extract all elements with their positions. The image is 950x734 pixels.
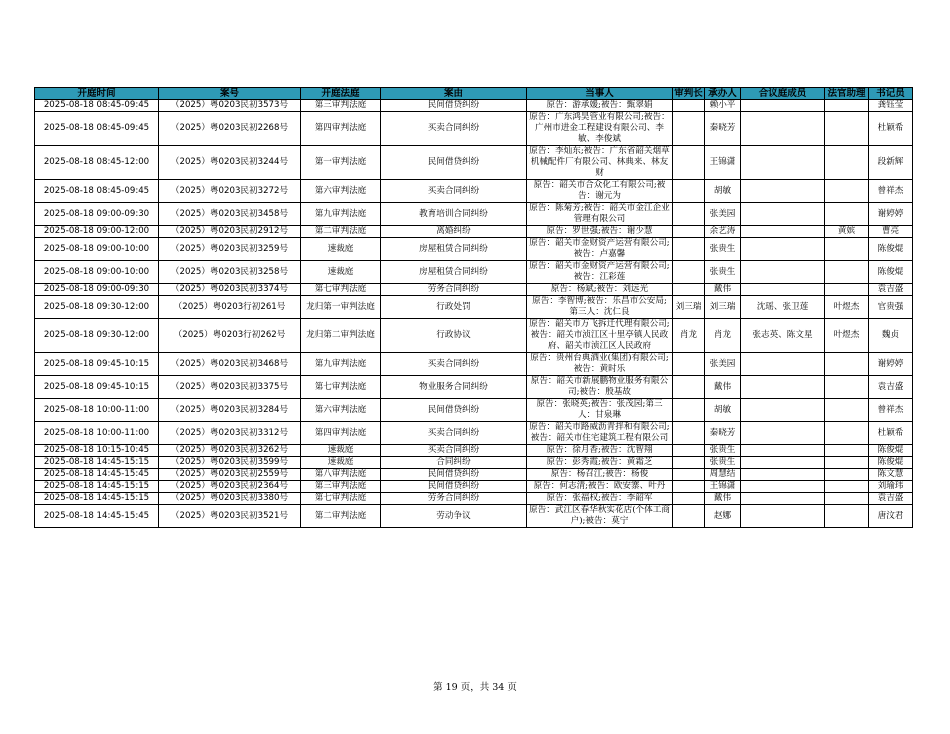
cell-presiding-judge [673,469,705,481]
cell-case-number: （2025）粤0203民初2912号 [159,226,301,238]
cell-handler: 胡敏 [705,180,741,203]
cell-presiding-judge [673,457,705,469]
cell-panel [741,112,825,146]
cell-parties: 原告：贵州台典酒业(集团)有限公司;被告：黄时乐 [527,353,673,376]
cell-case-number: （2025）粤0203行初262号 [159,319,301,353]
cell-time: 2025-08-18 09:45-10:15 [35,353,159,376]
cell-presiding-judge [673,238,705,261]
cell-handler: 张贵生 [705,261,741,284]
table-row [35,319,913,353]
header-cause: 案由 [381,88,527,100]
cell-panel [741,457,825,469]
header-case-number: 案号 [159,88,301,100]
cell-courtroom: 第七审判法庭 [301,376,381,399]
cell-panel [741,261,825,284]
cell-courtroom: 龙归第二审判法庭 [301,319,381,353]
cell-cause: 民间借贷纠纷 [381,469,527,481]
cell-case-number: （2025）粤0203民初3375号 [159,376,301,399]
cell-time: 2025-08-18 08:45-12:00 [35,146,159,180]
cell-parties: 原告：张晓英;被告：张茂园;第三人：甘泉琳 [527,399,673,422]
cell-cause: 房屋租赁合同纠纷 [381,261,527,284]
cell-case-number: （2025）粤0203民初3244号 [159,146,301,180]
table-row [35,481,913,493]
cell-case-number: （2025）粤0203民初2364号 [159,481,301,493]
cell-assistant [825,146,869,180]
cell-cause: 劳务合同纠纷 [381,493,527,505]
cell-parties: 原告：徐月香;被告：沈智翔 [527,445,673,457]
cell-cause: 买卖合同纠纷 [381,445,527,457]
cell-parties: 原告：杨召江;被告：杨俊 [527,469,673,481]
header-courtroom: 开庭法庭 [301,88,381,100]
cell-time: 2025-08-18 09:00-09:30 [35,284,159,296]
cell-case-number: （2025）粤0203民初3259号 [159,238,301,261]
cell-courtroom: 第七审判法庭 [301,284,381,296]
cell-clerk: 袁吉盛 [869,376,913,399]
cell-courtroom: 第四审判法庭 [301,422,381,445]
cell-parties: 原告：韶关市金财资产运营有限公司;被告：江彩莲 [527,261,673,284]
cell-assistant [825,469,869,481]
cell-handler: 王锦潇 [705,481,741,493]
cell-clerk: 陈俊焜 [869,457,913,469]
cell-time: 2025-08-18 08:45-09:45 [35,180,159,203]
cell-handler: 戴伟 [705,493,741,505]
cell-assistant [825,376,869,399]
cell-courtroom: 第八审判法庭 [301,469,381,481]
cell-assistant [825,493,869,505]
cell-panel [741,445,825,457]
cell-presiding-judge [673,353,705,376]
table-row [35,353,913,376]
cell-presiding-judge [673,146,705,180]
table-row [35,238,913,261]
cell-case-number: （2025）粤0203民初2268号 [159,112,301,146]
table-row [35,399,913,422]
cell-handler: 秦晓芳 [705,112,741,146]
cell-handler: 张贵生 [705,457,741,469]
cell-panel [741,146,825,180]
cell-handler: 胡敏 [705,399,741,422]
cell-handler: 戴伟 [705,284,741,296]
cell-time: 2025-08-18 14:45-15:45 [35,505,159,528]
cell-time: 2025-08-18 09:00-10:00 [35,261,159,284]
cell-assistant [825,481,869,493]
table-row [35,469,913,481]
cell-panel [741,100,825,112]
cell-cause: 买卖合同纠纷 [381,112,527,146]
cell-courtroom: 第一审判法庭 [301,146,381,180]
cell-handler: 赖小平 [705,100,741,112]
cell-assistant [825,353,869,376]
cell-courtroom: 速裁庭 [301,261,381,284]
cell-courtroom: 第九审判法庭 [301,203,381,226]
cell-case-number: （2025）粤0203民初3284号 [159,399,301,422]
cell-handler: 戴伟 [705,376,741,399]
cell-handler: 张贵生 [705,238,741,261]
cell-time: 2025-08-18 14:45-15:45 [35,469,159,481]
cell-cause: 离婚纠纷 [381,226,527,238]
cell-case-number: （2025）粤0203民初3380号 [159,493,301,505]
cell-case-number: （2025）粤0203民初2559号 [159,469,301,481]
cell-time: 2025-08-18 09:00-12:00 [35,226,159,238]
cell-clerk: 袁吉盛 [869,493,913,505]
cell-handler: 秦晓芳 [705,422,741,445]
cell-handler: 张贵生 [705,445,741,457]
cell-clerk: 刘瑜玮 [869,481,913,493]
cell-case-number: （2025）粤0203民初3458号 [159,203,301,226]
cell-time: 2025-08-18 08:45-09:45 [35,112,159,146]
cell-panel [741,422,825,445]
table-row [35,493,913,505]
cell-cause: 民间借贷纠纷 [381,100,527,112]
cell-courtroom: 第三审判法庭 [301,100,381,112]
cell-assistant [825,238,869,261]
cell-cause: 买卖合同纠纷 [381,422,527,445]
cell-cause: 买卖合同纠纷 [381,353,527,376]
cell-panel [741,493,825,505]
cell-parties: 原告：张福权;被告：李韶军 [527,493,673,505]
cell-handler: 张美园 [705,203,741,226]
cell-panel [741,284,825,296]
cell-cause: 民间借贷纠纷 [381,481,527,493]
cell-clerk: 谢婷婷 [869,353,913,376]
cell-assistant [825,100,869,112]
cell-parties: 原告：韶关市金财资产运营有限公司;被告：卢嘉馨 [527,238,673,261]
table-row [35,445,913,457]
cell-case-number: （2025）粤0203民初3521号 [159,505,301,528]
header-clerk: 书记员 [869,88,913,100]
cell-presiding-judge [673,203,705,226]
table-row [35,203,913,226]
cell-case-number: （2025）粤0203民初3262号 [159,445,301,457]
table-row [35,100,913,112]
hearing-schedule-table [34,87,913,528]
cell-assistant [825,457,869,469]
table-row [35,457,913,469]
cell-clerk: 曹亮 [869,226,913,238]
cell-case-number: （2025）粤0203民初3599号 [159,457,301,469]
table-row [35,226,913,238]
cell-panel [741,180,825,203]
cell-parties: 原告：彭秀霞;被告：黄霜芝 [527,457,673,469]
table-row [35,261,913,284]
header-panel: 合议庭成员 [741,88,825,100]
table-row [35,180,913,203]
cell-assistant [825,112,869,146]
cell-cause: 民间借贷纠纷 [381,146,527,180]
cell-assistant [825,203,869,226]
cell-panel [741,481,825,493]
cell-parties: 原告：李智博;被告：乐昌市公安局;第三人：沈仁良 [527,296,673,319]
cell-clerk: 陈俊焜 [869,445,913,457]
table-row [35,296,913,319]
page-footer: 第 19 页，共 34 页 [433,682,517,693]
cell-cause: 行政协议 [381,319,527,353]
cell-presiding-judge [673,180,705,203]
header-time: 开庭时间 [35,88,159,100]
table-row [35,146,913,180]
cell-assistant: 叶煜杰 [825,296,869,319]
cell-time: 2025-08-18 09:30-12:00 [35,296,159,319]
cell-parties: 原告：韶关市万飞拆迁代理有限公司;被告：韶关市浈江区十里亭镇人民政府、韶关市浈江区人民政府 [527,319,673,353]
cell-time: 2025-08-18 10:00-11:00 [35,399,159,422]
cell-panel [741,353,825,376]
cell-clerk: 曾祥杰 [869,399,913,422]
cell-parties: 原告：罗世强;被告：谢少慧 [527,226,673,238]
cell-handler: 刘三瑞 [705,296,741,319]
cell-clerk: 陈文慧 [869,469,913,481]
cell-parties: 原告：游承媛;被告：甄翠娟 [527,100,673,112]
cell-handler: 周慧结 [705,469,741,481]
header-parties: 当事人 [527,88,673,100]
table-row [35,284,913,296]
cell-clerk: 袁吉盛 [869,284,913,296]
cell-parties: 原告：陈菊芳;被告：韶关市金江企业管理有限公司 [527,203,673,226]
cell-presiding-judge: 肖龙 [673,319,705,353]
cell-parties: 原告：杨斌;被告：刘远光 [527,284,673,296]
cell-parties: 原告：韶关市路威沥青拌和有限公司;被告：韶关市住宅建筑工程有限公司 [527,422,673,445]
cell-cause: 劳动争议 [381,505,527,528]
cell-assistant [825,180,869,203]
cell-parties: 原告：韶关市合众化工有限公司;被告：谢元为 [527,180,673,203]
cell-time: 2025-08-18 10:00-11:00 [35,422,159,445]
cell-presiding-judge [673,505,705,528]
cell-clerk: 陈俊焜 [869,261,913,284]
cell-clerk: 谢婷婷 [869,203,913,226]
cell-handler: 赵娜 [705,505,741,528]
cell-handler: 余艺涛 [705,226,741,238]
cell-presiding-judge [673,284,705,296]
cell-case-number: （2025）粤0203民初3374号 [159,284,301,296]
cell-panel [741,399,825,422]
cell-courtroom: 第六审判法庭 [301,180,381,203]
cell-presiding-judge [673,399,705,422]
cell-panel [741,203,825,226]
cell-assistant [825,261,869,284]
cell-case-number: （2025）粤0203民初3468号 [159,353,301,376]
cell-clerk: 魏贞 [869,319,913,353]
cell-panel: 沈瑶、张卫莲 [741,296,825,319]
cell-clerk: 曾祥杰 [869,180,913,203]
cell-cause: 民间借贷纠纷 [381,399,527,422]
cell-cause: 劳务合同纠纷 [381,284,527,296]
cell-presiding-judge [673,445,705,457]
cell-assistant [825,505,869,528]
cell-case-number: （2025）粤0203行初261号 [159,296,301,319]
cell-panel [741,376,825,399]
table-header-row [35,88,913,100]
header-handler: 承办人 [705,88,741,100]
cell-courtroom: 第六审判法庭 [301,399,381,422]
cell-presiding-judge [673,100,705,112]
cell-time: 2025-08-18 09:45-10:15 [35,376,159,399]
cell-handler: 张美园 [705,353,741,376]
cell-time: 2025-08-18 14:45-15:15 [35,457,159,469]
cell-presiding-judge [673,226,705,238]
cell-clerk: 杜颖希 [869,112,913,146]
cell-presiding-judge [673,376,705,399]
cell-presiding-judge [673,481,705,493]
cell-parties: 原告：李灿东;被告：广东省韶关烟草机械配件厂有限公司、林典来、林友财 [527,146,673,180]
cell-handler: 王锦潇 [705,146,741,180]
cell-cause: 买卖合同纠纷 [381,180,527,203]
table-row [35,376,913,399]
cell-clerk: 唐汶君 [869,505,913,528]
cell-panel [741,238,825,261]
cell-presiding-judge [673,422,705,445]
cell-clerk: 官贵强 [869,296,913,319]
cell-courtroom: 第二审判法庭 [301,505,381,528]
cell-time: 2025-08-18 09:00-10:00 [35,238,159,261]
cell-panel [741,226,825,238]
cell-parties: 原告：广东鸿昊管业有限公司;被告：广州市进金工程建设有限公司、李敏、李俊斌 [527,112,673,146]
cell-case-number: （2025）粤0203民初3258号 [159,261,301,284]
header-presiding-judge: 审判长 [674,88,703,99]
cell-courtroom: 速裁庭 [301,445,381,457]
cell-courtroom: 第四审判法庭 [301,112,381,146]
cell-cause: 房屋租赁合同纠纷 [381,238,527,261]
cell-courtroom: 第七审判法庭 [301,493,381,505]
cell-cause: 行政处罚 [381,296,527,319]
cell-courtroom: 第三审判法庭 [301,481,381,493]
cell-time: 2025-08-18 09:30-12:00 [35,319,159,353]
cell-parties: 原告：武江区春华秋实花店(个体工商户);被告：莫宁 [527,505,673,528]
cell-assistant: 黄嫔 [825,226,869,238]
cell-presiding-judge [673,112,705,146]
cell-clerk: 杜颖希 [869,422,913,445]
table-row [35,505,913,528]
cell-courtroom: 第九审判法庭 [301,353,381,376]
cell-cause: 合同纠纷 [381,457,527,469]
cell-parties: 原告：韶关市新展鹏物业服务有限公司;被告：殷基故 [527,376,673,399]
cell-presiding-judge [673,261,705,284]
header-assistant: 法官助理 [825,88,869,100]
cell-time: 2025-08-18 09:00-09:30 [35,203,159,226]
cell-presiding-judge [673,493,705,505]
cell-cause: 教育培训合同纠纷 [381,203,527,226]
cell-assistant [825,399,869,422]
cell-assistant [825,284,869,296]
cell-assistant: 叶煜杰 [825,319,869,353]
cell-courtroom: 速裁庭 [301,457,381,469]
cell-time: 2025-08-18 10:15-10:45 [35,445,159,457]
cell-assistant [825,422,869,445]
cell-time: 2025-08-18 14:45-15:15 [35,481,159,493]
cell-courtroom: 速裁庭 [301,238,381,261]
cell-presiding-judge: 刘三瑞 [673,296,705,319]
cell-clerk: 段新辉 [869,146,913,180]
cell-time: 2025-08-18 08:45-09:45 [35,100,159,112]
cell-panel [741,469,825,481]
cell-assistant [825,445,869,457]
table-row [35,422,913,445]
cell-courtroom: 第二审判法庭 [301,226,381,238]
table-row [35,112,913,146]
cell-case-number: （2025）粤0203民初3573号 [159,100,301,112]
cell-handler: 肖龙 [705,319,741,353]
cell-panel [741,505,825,528]
cell-courtroom: 龙归第一审判法庭 [301,296,381,319]
cell-panel: 张志英、陈文星 [741,319,825,353]
cell-clerk: 龚钰莹 [869,100,913,112]
cell-parties: 原告：何志清;被告：欧安寨、叶丹 [527,481,673,493]
cell-clerk: 陈俊焜 [869,238,913,261]
cell-cause: 物业服务合同纠纷 [381,376,527,399]
cell-time: 2025-08-18 14:45-15:15 [35,493,159,505]
cell-case-number: （2025）粤0203民初3272号 [159,180,301,203]
cell-case-number: （2025）粤0203民初3312号 [159,422,301,445]
